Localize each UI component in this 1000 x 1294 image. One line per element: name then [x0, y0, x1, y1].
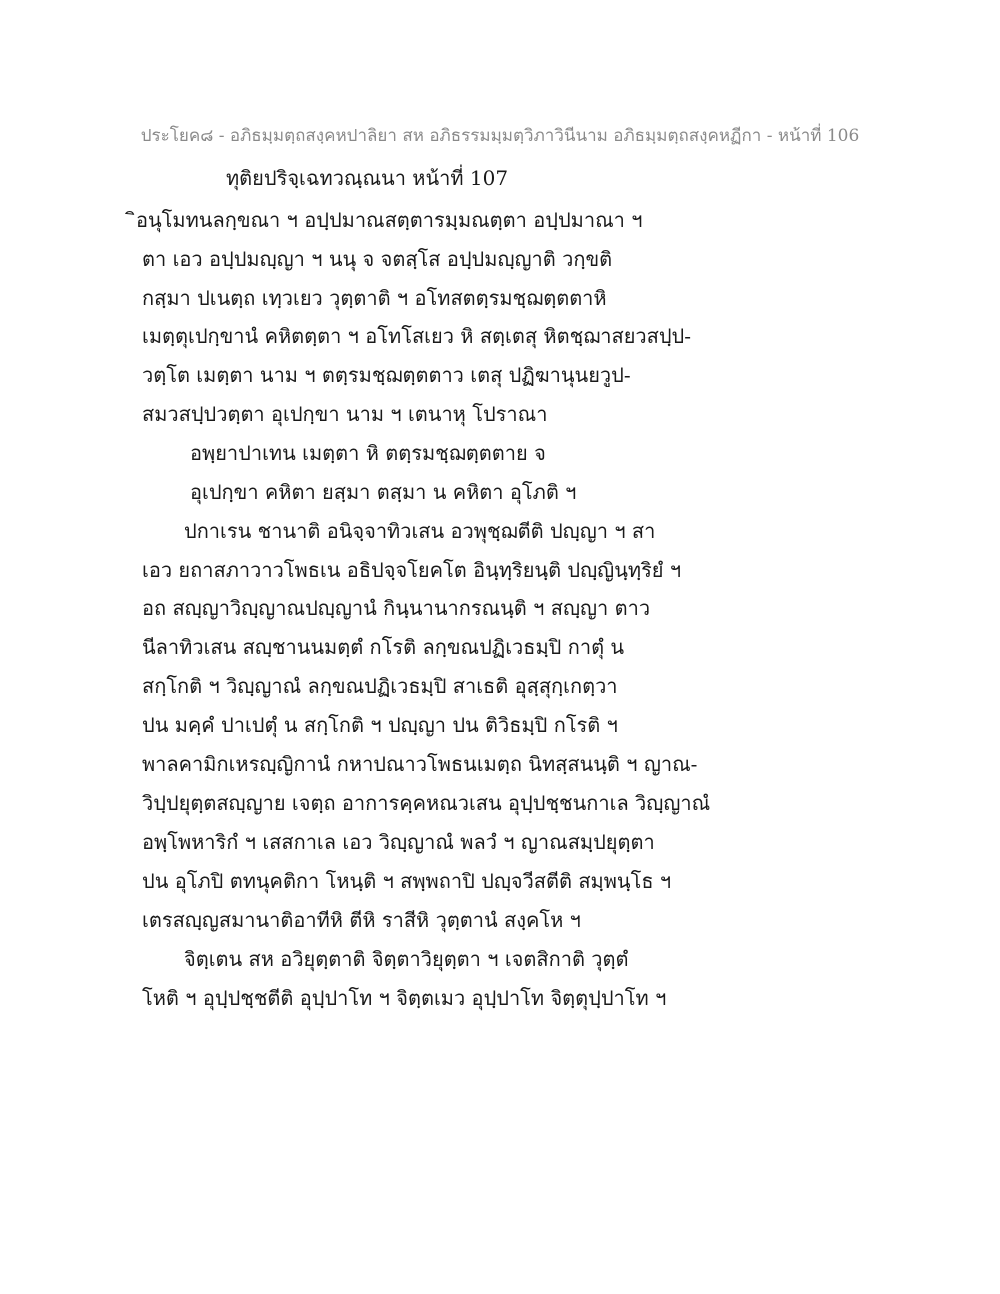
text-line: อถ สญฺญาวิญฺญาณปญฺญานํ กินฺนานากรณนฺติ ฯ สญฺญา ตาว: [142, 596, 651, 620]
paragraph-start-line: ปกาเรน ชานาติ อนิจฺจาทิวเสน อวพุชฺฌตีติ ปญฺญา ฯ สา: [184, 519, 656, 543]
section-heading: ทุติยปริจฺเฉทวณฺณนา หน้าที่ 107: [226, 166, 509, 190]
text-line: ปน มคฺคํ ปาเปตุํ น สกฺโกติ ฯ ปญฺญา ปน ติวิธมฺปิ กโรติ ฯ: [142, 713, 618, 737]
text-line: วิปฺปยุตฺตสญฺญาย เจตฺถ อาการคฺคหณวเสน อุปฺปชฺชนกาเล วิญฺญาณํ: [142, 791, 711, 815]
text-line: ตา เอว อปฺปมญฺญา ฯ นนุ จ จตสฺโส อปฺปมญฺญาติ วกฺขติ: [142, 247, 613, 271]
text-line: สมวสปฺปวตฺตา อุเปกฺขา นาม ฯ เตนาหุ โปราณา: [142, 402, 548, 426]
text-line: นีลาทิวเสน สญฺชานนมตฺตํ กโรติ ลกฺขณปฏิเวธมฺปิ กาตุํ น: [142, 635, 625, 659]
text-line: วตฺโต เมตฺตา นาม ฯ ตตฺรมชฺฌตฺตตาว เตสุ ปฏิฆานุนยวูป-: [142, 363, 631, 387]
verse-line: อุเปกฺขา คหิตา ยสฺมา ตสฺมา น คหิตา อุโภติ ฯ: [190, 480, 577, 504]
text-line: โหติ ฯ อุปฺปชฺชตีติ อุปฺปาโท ฯ จิตฺตเมว อุปฺปาโท จิตฺตุปฺปาโท ฯ: [142, 986, 667, 1010]
text-line: สกฺโกติ ฯ วิญฺญาณํ ลกฺขณปฏิเวธมฺปิ สาเธติ อุสฺสุกฺเกตฺวา: [142, 674, 618, 698]
text-line: กสฺมา ปเนตฺถ เทฺวเยว วุตฺตาติ ฯ อโทสตตฺรมชฺฌตฺตตาหิ: [142, 286, 607, 310]
text-line: เตรสญฺญสมานาติอาทีหิ ตีหิ ราสีหิ วุตฺตานํ สงฺคโห ฯ: [142, 908, 581, 932]
paragraph-start-line: จิตฺเตน สห อวิยุตฺตาติ จิตฺตาวิยุตฺตา ฯ เจตสิกาติ วุตฺตํ: [184, 947, 629, 971]
text-line: พาลคามิกเหรญฺญิกานํ กหาปณาวโพธนเมตฺถ นิทสฺสนนฺติ ฯ ญาณ-: [142, 752, 698, 776]
text-line: ปน อุโภปิ ตทนุคติกา โหนฺติ ฯ สพฺพถาปิ ปญฺจวีสตีติ สมฺพนฺโธ ฯ: [142, 869, 672, 893]
text-line: ิอนุโมทนลกฺขณา ฯ อปฺปมาณสตฺตารมฺมณตฺตา อปฺปมาณา ฯ: [136, 208, 643, 232]
text-line: อพฺโพหาริกํ ฯ เสสกาเล เอว วิญฺญาณํ พลวํ ฯ ญาณสมฺปยุตฺตา: [142, 830, 655, 854]
text-line: เมตฺตุเปกฺขานํ คหิตตฺตา ฯ อโทโสเยว หิ สตฺเตสุ หิตชฺฌาสยวสปฺป-: [142, 324, 692, 348]
verse-line: อพฺยาปาเทน เมตฺตา หิ ตตฺรมชฺฌตฺตตาย จ: [190, 441, 546, 465]
text-line: เอว ยถาสภาวาวโพธเน อธิปจฺจโยคโต อินฺทฺริยนฺติ ปญฺญินฺทฺริยํ ฯ: [142, 558, 682, 582]
running-header: ประโยค๘ - อภิธมฺมตฺถสงฺคหปาลิยา สห อภิธรรมมฺมตฺวิภาวินีนาม อภิธมฺมตฺถสงฺคหฏีกา - หน้าที่ 106: [140, 126, 860, 146]
